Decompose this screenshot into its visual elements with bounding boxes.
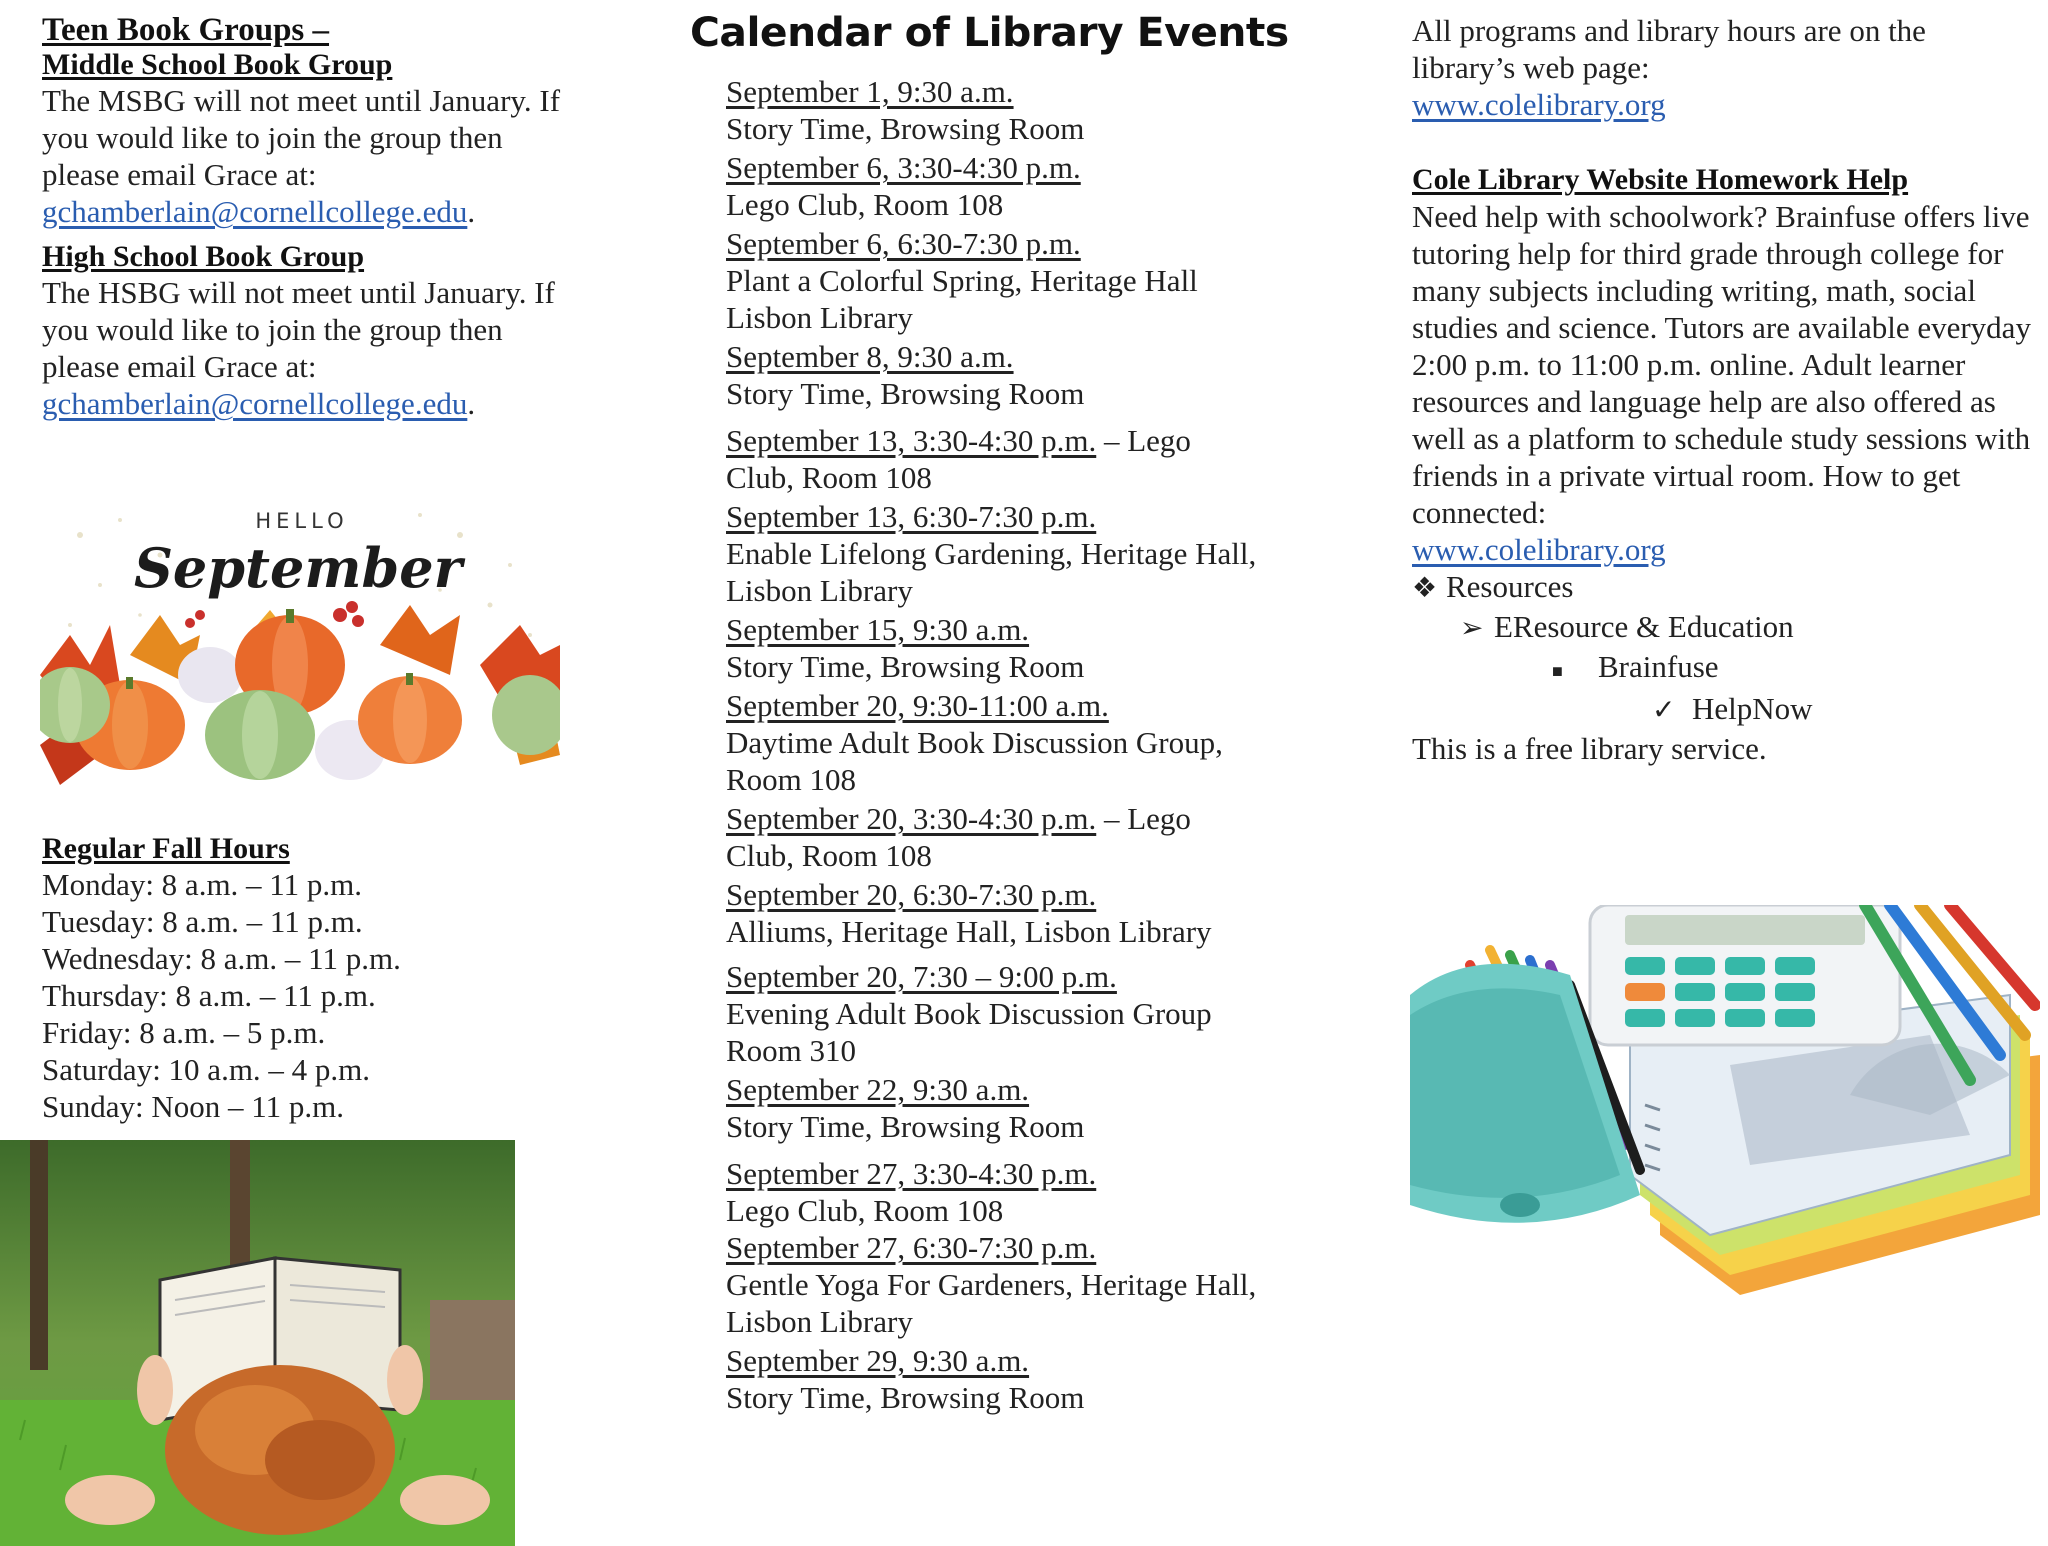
calendar-column bbox=[690, 0, 1289, 1416]
event-date: September 27, 6:30-7:30 p.m. bbox=[726, 1230, 1097, 1265]
website-link[interactable]: www.colelibrary.org bbox=[1412, 87, 1666, 122]
event-description: Lego Club, Room 108 bbox=[726, 187, 1004, 222]
step-helpnow-label: HelpNow bbox=[1692, 691, 1813, 726]
hsbg-text: The HSBG will not meet until January. If you would like to join the group then please email Grace at: bbox=[42, 275, 555, 384]
event-date-line bbox=[726, 1071, 1270, 1108]
diamond-bullet-icon: ❖ bbox=[1412, 573, 1438, 604]
event-date: September 15, 9:30 a.m. bbox=[726, 612, 1030, 647]
hours-heading: Regular Fall Hours bbox=[42, 832, 290, 865]
event-date-line bbox=[726, 422, 1270, 459]
event-item bbox=[726, 876, 1270, 950]
event-date: September 20, 6:30-7:30 p.m. bbox=[726, 877, 1097, 912]
arrow-bullet-icon: ➢ bbox=[1460, 613, 1484, 644]
calendar-title: Calendar of Library Events bbox=[690, 10, 1289, 56]
event-description: Enable Lifelong Gardening, Heritage Hall, Lisbon Library bbox=[726, 536, 1257, 608]
event-item bbox=[726, 958, 1270, 1069]
hours-monday: Monday: 8 a.m. – 11 p.m. bbox=[42, 867, 363, 902]
hours-tuesday: Tuesday: 8 a.m. – 11 p.m. bbox=[42, 904, 363, 939]
event-item bbox=[726, 1155, 1270, 1229]
hours-section bbox=[42, 832, 582, 1125]
navigation-steps bbox=[1412, 568, 2032, 730]
event-item bbox=[726, 1071, 1270, 1145]
step-brainfuse bbox=[1412, 648, 2032, 690]
event-date-line bbox=[726, 800, 1270, 837]
website-link-2[interactable]: www.colelibrary.org bbox=[1412, 532, 1666, 567]
child-reading-photo bbox=[0, 1140, 515, 1546]
event-description: Club, Room 108 bbox=[726, 460, 932, 495]
event-item bbox=[726, 611, 1270, 685]
event-date-line bbox=[726, 73, 1270, 110]
left-column bbox=[42, 0, 582, 422]
checkmark-bullet-icon: ✓ bbox=[1652, 695, 1676, 726]
event-item bbox=[726, 800, 1270, 874]
event-date-line bbox=[726, 687, 1270, 724]
event-description: Story Time, Browsing Room bbox=[726, 649, 1085, 684]
hello-text: HELLO bbox=[255, 509, 349, 533]
hours-sunday: Sunday: Noon – 11 p.m. bbox=[42, 1089, 344, 1124]
hours-thursday: Thursday: 8 a.m. – 11 p.m. bbox=[42, 978, 376, 1013]
event-description: Lego Club, Room 108 bbox=[726, 1193, 1004, 1228]
event-date-line bbox=[726, 876, 1270, 913]
square-bullet-icon: ■ bbox=[1552, 661, 1563, 681]
teen-groups-heading: Teen Book Groups – bbox=[42, 12, 330, 48]
event-description: Story Time, Browsing Room bbox=[726, 111, 1085, 146]
event-description: Gentle Yoga For Gardeners, Heritage Hall, Lisbon Library bbox=[726, 1267, 1257, 1339]
event-date: September 13, 6:30-7:30 p.m. bbox=[726, 499, 1097, 534]
msbg-email-period: . bbox=[467, 194, 476, 229]
event-item bbox=[726, 687, 1270, 798]
event-description: Story Time, Browsing Room bbox=[726, 1109, 1085, 1144]
hours-friday: Friday: 8 a.m. – 5 p.m. bbox=[42, 1015, 326, 1050]
event-date-line bbox=[726, 958, 1270, 995]
event-date: September 20, 3:30-4:30 p.m. bbox=[726, 801, 1097, 836]
event-date: September 6, 6:30-7:30 p.m. bbox=[726, 226, 1081, 261]
right-column bbox=[1412, 0, 2032, 767]
event-inline-text: – Lego bbox=[1096, 801, 1191, 836]
event-inline-text: – Lego bbox=[1096, 423, 1191, 458]
step-resources-label: Resources bbox=[1446, 569, 1574, 604]
event-date: September 20, 9:30-11:00 a.m. bbox=[726, 688, 1109, 723]
hours-saturday: Saturday: 10 a.m. – 4 p.m. bbox=[42, 1052, 371, 1087]
event-item bbox=[726, 1229, 1270, 1340]
september-script-text: September bbox=[133, 536, 463, 600]
event-date-line bbox=[726, 498, 1270, 535]
step-eresource-label: EResource & Education bbox=[1494, 609, 1794, 644]
event-description: Evening Adult Book Discussion Group Room 310 bbox=[726, 996, 1212, 1068]
event-item bbox=[726, 422, 1270, 496]
event-date: September 29, 9:30 a.m. bbox=[726, 1343, 1030, 1378]
website-link-2-line bbox=[1412, 531, 2032, 568]
event-date-line bbox=[726, 1342, 1270, 1379]
event-description: Club, Room 108 bbox=[726, 838, 932, 873]
hsbg-heading: High School Book Group bbox=[42, 240, 365, 273]
step-resources bbox=[1412, 568, 2032, 608]
homework-heading: Cole Library Website Homework Help bbox=[1412, 163, 1909, 196]
event-date-line bbox=[726, 611, 1270, 648]
event-item bbox=[726, 149, 1270, 223]
event-date: September 13, 3:30-4:30 p.m. bbox=[726, 423, 1097, 458]
hsbg-email-link[interactable]: gchamberlain@cornellcollege.edu bbox=[42, 386, 468, 421]
event-description: Story Time, Browsing Room bbox=[726, 1380, 1085, 1415]
msbg-email-line bbox=[42, 193, 582, 230]
event-list bbox=[690, 73, 1270, 1416]
step-helpnow bbox=[1412, 690, 2032, 730]
school-supplies-image bbox=[1410, 905, 2040, 1305]
event-description: Daytime Adult Book Discussion Group, Room 108 bbox=[726, 725, 1223, 797]
event-item bbox=[726, 225, 1270, 336]
event-description: Story Time, Browsing Room bbox=[726, 376, 1085, 411]
event-date: September 8, 9:30 a.m. bbox=[726, 339, 1014, 374]
event-date: September 1, 9:30 a.m. bbox=[726, 74, 1014, 109]
hsbg-email-period: . bbox=[467, 386, 476, 421]
event-date-line bbox=[726, 338, 1270, 375]
website-link-line bbox=[1412, 86, 2032, 123]
event-date: September 6, 3:30-4:30 p.m. bbox=[726, 150, 1081, 185]
event-description: Plant a Colorful Spring, Heritage Hall Lisbon Library bbox=[726, 263, 1198, 335]
event-item bbox=[726, 73, 1270, 147]
msbg-email-link[interactable]: gchamberlain@cornellcollege.edu bbox=[42, 194, 468, 229]
event-date-line bbox=[726, 149, 1270, 186]
hello-september-image bbox=[40, 495, 560, 795]
hsbg-email-line bbox=[42, 385, 582, 422]
child-reading-illustration bbox=[0, 1140, 515, 1546]
event-date: September 27, 3:30-4:30 p.m. bbox=[726, 1156, 1097, 1191]
event-date-line bbox=[726, 1155, 1270, 1192]
free-note: This is a free library service. bbox=[1412, 731, 1767, 766]
event-item bbox=[726, 1342, 1270, 1416]
hours-wednesday: Wednesday: 8 a.m. – 11 p.m. bbox=[42, 941, 401, 976]
msbg-text: The MSBG will not meet until January. If you would like to join the group then please email Grace at: bbox=[42, 83, 561, 192]
pumpkin-illustration bbox=[40, 495, 560, 795]
event-item bbox=[726, 498, 1270, 609]
school-supplies-illustration bbox=[1410, 905, 2040, 1305]
event-description: Alliums, Heritage Hall, Lisbon Library bbox=[726, 914, 1212, 949]
step-eresource bbox=[1412, 608, 2032, 648]
step-brainfuse-label: Brainfuse bbox=[1598, 649, 1719, 684]
msbg-heading: Middle School Book Group bbox=[42, 48, 393, 81]
event-date-line bbox=[726, 225, 1270, 262]
event-date: September 20, 7:30 – 9:00 p.m. bbox=[726, 959, 1117, 994]
homework-text: Need help with schoolwork? Brainfuse offers live tutoring help for third grade through college for many subjects including writing, math, social studies and science. Tutors are available everyday 2:00 p.m. to 11:00 p.m. online. Adult learner resources and language help are also offered as well as a platform to schedule study sessions with friends in a private virtual room. How to get connected: bbox=[1412, 199, 2031, 530]
event-date-line bbox=[726, 1229, 1270, 1266]
event-item bbox=[726, 338, 1270, 412]
event-date: September 22, 9:30 a.m. bbox=[726, 1072, 1030, 1107]
intro-text: All programs and library hours are on the library’s web page: bbox=[1412, 13, 1926, 85]
